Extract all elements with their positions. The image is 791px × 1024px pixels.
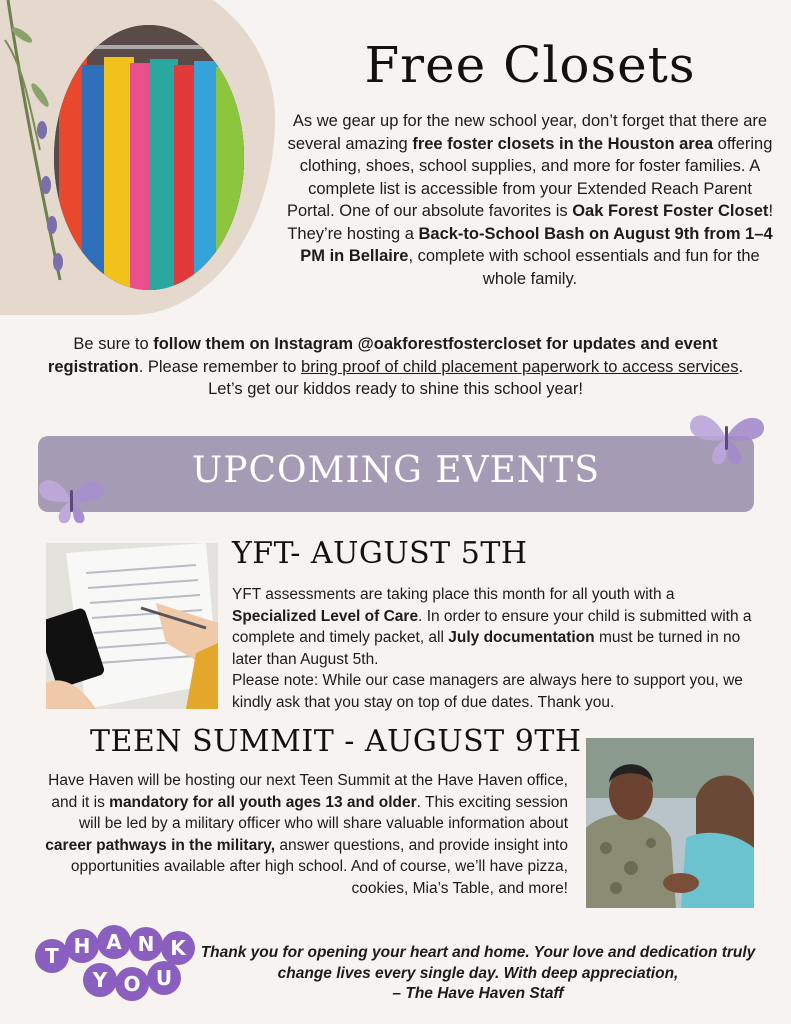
butterfly-icon (34, 470, 108, 528)
banner-title: UPCOMING EVENTS (191, 450, 601, 491)
badge-line1-letter-3: N (137, 932, 155, 956)
yft-heading: YFT- AUGUST 5TH (232, 536, 528, 571)
signature: – The Have Haven Staff (392, 985, 564, 1002)
badge-line1-letter-1: H (73, 934, 91, 958)
badge-line2-letter-2: U (155, 966, 173, 990)
badge-line2-letter-0: Y (92, 968, 108, 992)
teen-summit-paragraph: Have Haven will be hosting our next Teen Summit at the Have Haven office, and it is mandatory for all youth ages 13 and older. This exciting session will be led by a military officer who will share valuable information about career pathways in the military, answer questions, and provide insight into opportunities available after high school. And of course, we’ll have pizza, cookies, Mia’s Table, and more! (45, 772, 568, 897)
teen-summit-heading: TEEN SUMMIT - AUGUST 9TH (90, 724, 582, 759)
instagram-paragraph: Be sure to follow them on Instagram @oakforestfostercloset for updates and event registration. Please remember to bring proof of child placement paperwork to access services. Let’s get our kiddos ready to shine this school year! (47, 335, 744, 398)
clothing-rack-photo (54, 25, 244, 290)
badge-line2-letter-1: O (123, 972, 141, 996)
thank-you-badge (30, 922, 202, 1006)
badge-line1-letter-2: A (106, 930, 122, 954)
lavender-sprig-icon (0, 0, 80, 290)
paperwork-photo (46, 543, 218, 709)
butterfly-icon (684, 404, 768, 470)
military-officer-photo (586, 738, 754, 908)
paperwork-link[interactable]: bring proof of child placement paperwork to access services (301, 357, 739, 376)
badge-line1-letter-0: T (45, 944, 59, 968)
badge-line1-letter-4: K (170, 936, 186, 960)
yft-paragraph: YFT assessments are taking place this month for all youth with a Specialized Level of Care. In order to ensure your child is submitted with a complete and timely packet, all July documentation must be turned in no later than August 5th. Please note: While our case managers are always here to support you, we kindly ask that you stay on top of due dates. Thank you. (232, 586, 752, 711)
thank-you-message: Thank you for opening your heart and home. Your love and dedication truly change lives every single day. With deep appreciation, – The Have Haven Staff (200, 944, 756, 1002)
intro-paragraph: As we gear up for the new school year, don’t forget that there are several amazing free foster closets in the Houston area offering clothing, shoes, school supplies, and more for foster families. A complete list is accessible from your Extended Reach Parent Portal. One of our absolute favorites is Oak Forest Foster Closet! They’re hosting a Back-to-School Bash on August 9th from 1–4 PM in Bellaire, complete with school essentials and fun for the whole family. (286, 112, 774, 288)
page-title: Free Closets (364, 36, 696, 94)
